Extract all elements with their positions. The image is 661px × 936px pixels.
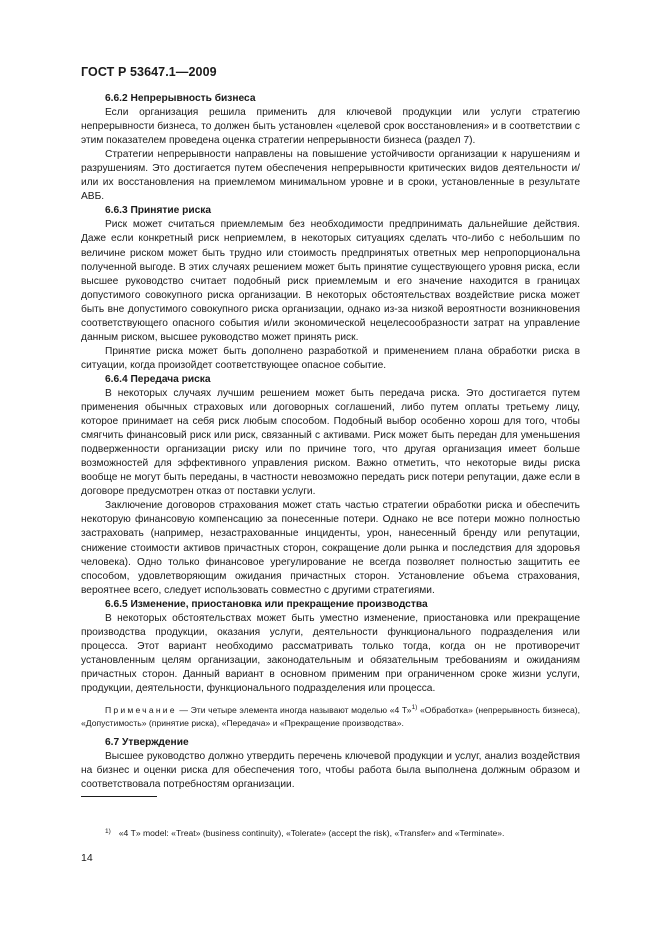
note-text-before: — Эти четыре элемента иногда называют моделью «4 Т» [176,705,412,716]
note-text-after: «Обработка» (непрерывность бизнеса), «Допустимость» (принятие риска), «Передача» и «Прекращение производства». [81,705,580,729]
standard-header: ГОСТ Р 53647.1—2009 [81,65,217,79]
paragraph: В некоторых случаях лучшим решением может быть передача риска. Это достигается путем применения обычных страховых или договорных соглашений, либо путем оплаты третьему лицу, которое принимает на себя риск любым способом. Подобный выбор особенно хорош для того, чтобы смягчить финансовый риск или риск, связанный с активами. Риск может быть передан для уменьшения подверженности организации риску или по причине того, что другая организация имеет больше возможностей для эффективного управления риском. Важно отметить, что некоторые виды риска вообще не могут быть переданы, в частности невозможно передать риск потери репутации, даже если в договоре предусмотрен отказ от поставки услуги. [81,387,580,498]
section-heading-6-6-5: 6.6.5 Изменение, приостановка или прекращение производства [105,598,428,610]
footnote [81,826,580,839]
note-lead: Примечание [105,705,177,716]
footnote-mark: 1) [105,828,111,835]
paragraph: В некоторых обстоятельствах может быть уместно изменение, приостановка или прекращение производства продукции, оказания услуги, деятельности функционального подразделения или процесса. Этот вариант необходимо рассматривать только тогда, когда он не противоречит установленным целям организации, законодательным и обязательным требованиям и ожиданиям причастных сторон. Данный вариант в основном применим при ограниченном сроке жизни услуги, продукции, деятельности, функционального подразделения или процесса. [81,612,580,694]
paragraph: Если организация решила применить для ключевой продукции или услуги стратегию непрерывности бизнеса, то должен быть установлен «целевой срок восстановления» и в соответствии с этим показателем проведена оценка стратегии непрерывности бизнеса (раздел 7). [81,107,580,147]
paragraph: Заключение договоров страхования может стать частью стратегии обработки риска и обеспечить некоторую финансовую компенсацию за понесенные потери. Однако не все потери можно полностью застраховать (например, незастрахованные инциденты, урон, нанесенный бренду или репутации, снижение стоимости активов причастных сторон, сокращение доли рынка и последствия для здоровья человека). Одно только финансовое урегулирование не всегда позволяет полностью защитить ее способом, удовлетворяющим ожидания причастных сторон. Установление объема страхования, вероятнее всего, следует использовать совместно с другими стратегиями. [81,500,580,596]
paragraph: Высшее руководство должно утвердить перечень ключевой продукции и услуг, анализ воздействия на бизнес и оценки риска для обеспечения того, чтобы работа была выполнена должным образом и соответствовала потребностям организации. [81,751,580,791]
main-content [81,92,580,792]
footnote-reference[interactable]: 1) [411,704,418,712]
paragraph: Принятие риска может быть дополнено разработкой и применением плана обработки риска в ситуации, когда произойдет соответствующее опасное событие. [81,345,580,371]
section-heading-6-7: 6.7 Утверждение [105,737,189,749]
section-heading-6-6-2: 6.6.2 Непрерывность бизнеса [105,93,256,104]
section-heading-6-6-4: 6.6.4 Передача риска [105,373,211,385]
footnote-text: «4 T» model: «Treat» (business continuity), «Tolerate» (accept the risk), «Transfer» and «Terminate». [118,828,505,838]
footnote-divider [81,796,157,797]
note [81,704,580,730]
page-number: 14 [81,852,93,864]
paragraph: Риск может считаться приемлемым без необходимости предпринимать дальнейшие действия. Даже если конкретный риск неприемлем, в некоторых ситуациях сделать что-либо с небольшим по величине риском может быть трудно или стоимость предпринятых ответных мер непропорциональна полученной выгоде. В этих случаях решением может быть принятие существующего уровня риска, если высшее руководство считает подобный риск приемлемым и его значение находится в границах допустимого совокупного риска организации. В некоторых обстоятельствах воздействие риска может быть вне допустимого совокупного риска организации, однако из-за низкой вероятности возникновения соответствующего опасного события и/или экономической нецелесообразности затрат на управление данным риском, высшее руководство может принять риск. [81,219,580,343]
paragraph: Стратегии непрерывности направлены на повышение устойчивости организации к нарушениям и разрушениям. Это достигается путем обеспечения непрерывности критических видов деятельности и/или их восстановления на приемлемом минимальном уровне и в сроки, установленные в результате АВБ. [81,149,580,203]
section-heading-6-6-3: 6.6.3 Принятие риска [105,205,212,217]
